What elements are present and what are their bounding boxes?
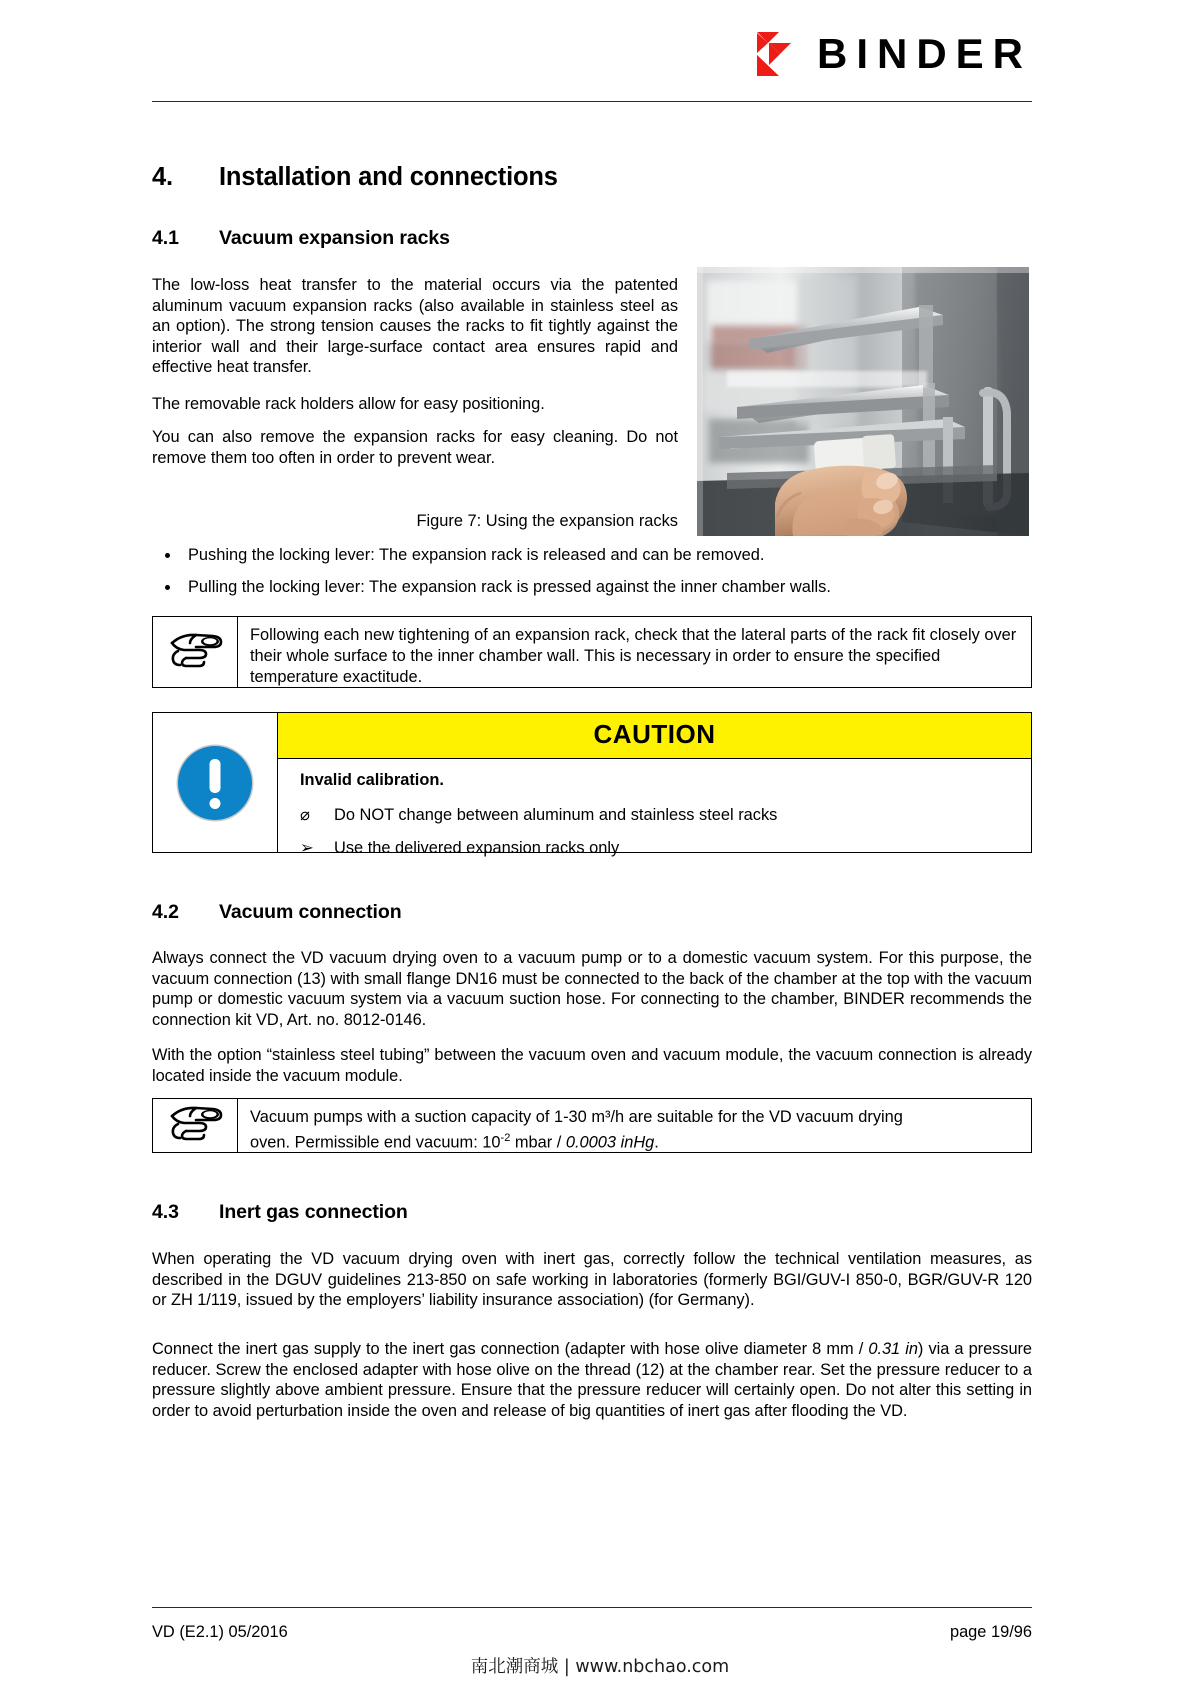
pointing-hand-icon [166, 1102, 224, 1149]
exclamation-stem [210, 759, 221, 793]
paragraph-4-1-1: The low-loss heat transfer to the material occurs via the patented aluminum vacuum expansion racks (also available in stainless steel as an option). The strong tension causes the racks to fit tightly against the interior wall and their large-surface contact area ensures rapid and effective heat transfer. [152, 276, 678, 377]
footer-divider [152, 1607, 1032, 1608]
caution-item-prohibition [300, 805, 1031, 825]
paragraph-4-3-2-part-a: Connect the inert gas supply to the inert gas connection (adapter with hose olive diameter 8 mm / [152, 1340, 869, 1358]
binder-wordmark: BINDER [816, 30, 1032, 77]
section-number-4-3: 4.3 [152, 1201, 179, 1223]
note-text: Following each new tightening of an expansion rack, check that the lateral parts of the rack fit closely over their whole surface to the inner chamber wall. This is necessary in order to ensure the specified temperature exactitude. [250, 626, 1017, 686]
note-line-2-a: oven. Permissible end vacuum: 10 [250, 1133, 501, 1152]
bullet-dot-icon [165, 553, 170, 558]
section-title-4-2: Vacuum connection [219, 901, 402, 923]
note-line-1: Vacuum pumps with a suction capacity of 1-30 m³/h are suitable for the VD vacuum drying [250, 1108, 903, 1126]
caution-box [152, 712, 1032, 857]
chapter-title: Installation and connections [219, 163, 558, 191]
pointing-hand-icon [166, 629, 224, 676]
list-item-label: Pushing the locking lever: The expansion rack is released and can be removed. [188, 546, 765, 564]
figure-caption: Figure 7: Using the expansion racks [416, 512, 678, 530]
exclamation-dot [210, 798, 221, 809]
action-arrow-symbol-icon: ➢ [300, 839, 314, 857]
binder-logo [757, 32, 1032, 76]
caution-item-label: Do NOT change between aluminum and stainless steel racks [334, 806, 778, 824]
note-icon-cell [153, 1099, 238, 1152]
page-title [152, 163, 558, 191]
caution-lead-text: Invalid calibration. [300, 771, 444, 789]
heading-4-1 [152, 228, 450, 249]
heading-4-2 [152, 902, 402, 923]
paragraph-4-3-2-italic: 0.31 in [868, 1340, 918, 1358]
figure-image-expansion-racks [697, 267, 1029, 536]
paragraph-4-2-1: Always connect the VD vacuum drying oven to a vacuum pump or to a domestic vacuum system. For this purpose, the vacuum connection (13) with small flange DN16 must be connected to the back of the chamber at the top with the vacuum pump or domestic vacuum system via a vacuum suction hose. For connecting to the chamber, BINDER recommends the connection kit VD, Art. no. 8012-0146. [152, 949, 1032, 1029]
bullet-list-locking-lever [152, 545, 1032, 608]
footer-page-number: page 19/96 [949, 1623, 1032, 1641]
note-box-tightening [152, 616, 1032, 688]
section-number-4-2: 4.2 [152, 901, 179, 923]
prohibition-symbol-icon: ⌀ [300, 806, 310, 824]
caution-item-label: Use the delivered expansion racks only [334, 839, 620, 857]
note-box-vacuum-pumps [152, 1098, 1032, 1153]
note-line-2-b: mbar / [510, 1133, 566, 1152]
note-text [238, 1099, 1031, 1152]
section-number-4-1: 4.1 [152, 227, 179, 249]
note-line-2-c: . [654, 1133, 659, 1152]
paragraph-4-3-2 [152, 1339, 1032, 1421]
paragraph-4-3-1: When operating the VD vacuum drying oven with inert gas, correctly follow the technical ventilation measures, as described in the DGUV guidelines 213-850 on safe working in laboratories (formerly BGI/GUV-I 850-0, BGR/GUV-R 120 or ZH 1/119, issued by the employers’ liability insurance association) (for Germany). [152, 1250, 1032, 1310]
caution-icon-cell [153, 713, 278, 852]
watermark-text: 南北潮商城 | www.nbchao.com [470, 1657, 730, 1677]
binder-triangle-logo-icon [757, 32, 803, 76]
list-item-label: Pulling the locking lever: The expansion rack is pressed against the inner chamber walls. [188, 577, 831, 596]
paragraph-4-3-2-part-b: ) via a pressure reducer. Screw the enclosed adapter with hose olive on the thread (12) at the chamber rear. Set the pressure reducer to a pressure slightly above ambient pressure. Ensure that the pressure reducer will certainly open. Do not alter this setting in order to avoid perturbation inside the oven and release of big quantities of inert gas after flooding the VD. [152, 1340, 1032, 1420]
caution-content [278, 713, 1031, 857]
list-item [152, 577, 1032, 598]
note-superscript: -2 [500, 1132, 511, 1144]
paragraph-4-1-3: You can also remove the expansion racks for easy cleaning. Do not remove them too often in order to prevent wear. [152, 428, 678, 467]
list-item [152, 545, 1032, 566]
mandatory-exclamation-icon [178, 746, 252, 820]
header-divider [152, 101, 1032, 102]
note-line-2-italic: 0.0003 inHg [565, 1133, 655, 1152]
section-title-4-3: Inert gas connection [219, 1201, 408, 1223]
paragraph-4-2-2: With the option “stainless steel tubing” between the vacuum oven and vacuum module, the vacuum connection is already located inside the vacuum module. [152, 1046, 1032, 1085]
paragraph-4-1-2: The removable rack holders allow for easy positioning. [152, 395, 545, 413]
note-icon-cell [153, 617, 238, 687]
caution-item-action [300, 838, 1031, 858]
bullet-dot-icon [165, 585, 170, 590]
section-title-4-1: Vacuum expansion racks [219, 227, 450, 249]
heading-4-3 [152, 1202, 408, 1223]
page-header [152, 22, 1032, 102]
chapter-number: 4. [152, 163, 173, 191]
caution-body [278, 759, 1031, 881]
footer-document-id: VD (E2.1) 05/2016 [152, 1623, 288, 1641]
caution-banner-label: CAUTION [278, 713, 1031, 759]
